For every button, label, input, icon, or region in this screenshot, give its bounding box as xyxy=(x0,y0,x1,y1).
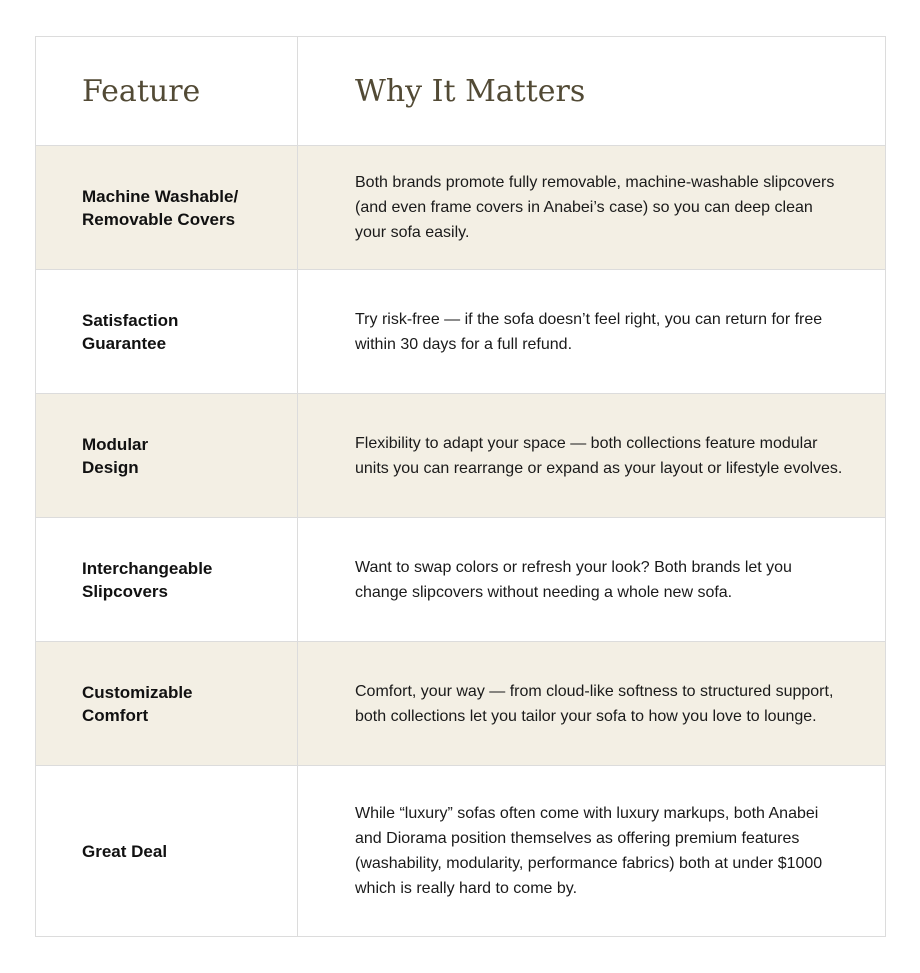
feature-cell xyxy=(36,394,298,518)
why-cell: Both brands promote fully removable, machine-washable slipcovers (and even frame covers in Anabei’s case) so you can deep clean your sofa easily. xyxy=(298,146,886,270)
feature-label-line: Great Deal xyxy=(82,841,168,861)
feature-label-line: Machine Washable/ xyxy=(82,186,239,206)
table-row xyxy=(36,518,886,642)
feature-label-line: Removable Covers xyxy=(82,209,236,229)
header-why-it-matters: Why It Matters xyxy=(298,37,886,146)
why-cell: Flexibility to adapt your space — both collections feature modular units you can rearrange or expand as your layout or lifestyle evolves. xyxy=(298,394,886,518)
why-cell: Want to swap colors or refresh your look? Both brands let you change slipcovers without needing a whole new sofa. xyxy=(298,518,886,642)
feature-label-line: Design xyxy=(82,457,139,477)
feature-cell xyxy=(36,766,298,937)
feature-cell xyxy=(36,146,298,270)
why-cell: Comfort, your way — from cloud-like softness to structured support, both collections let you tailor your sofa to how you love to lounge. xyxy=(298,642,886,766)
feature-cell xyxy=(36,642,298,766)
feature-cell xyxy=(36,270,298,394)
feature-label-line: Guarantee xyxy=(82,333,167,353)
why-cell: While “luxury” sofas often come with luxury markups, both Anabei and Diorama position themselves as offering premium features (washability, modularity, performance fabrics) both at under $1000 which is really hard to come by. xyxy=(298,766,886,937)
feature-label-line: Comfort xyxy=(82,705,149,725)
header-row xyxy=(36,37,886,146)
header-feature: Feature xyxy=(36,37,298,146)
table-row xyxy=(36,766,886,937)
table-row xyxy=(36,270,886,394)
why-cell: Try risk-free — if the sofa doesn’t feel right, you can return for free within 30 days for a full refund. xyxy=(298,270,886,394)
table-row xyxy=(36,642,886,766)
table-row xyxy=(36,146,886,270)
feature-comparison-table xyxy=(35,36,886,937)
feature-label-line: Customizable xyxy=(82,682,193,702)
feature-label-line: Interchangeable xyxy=(82,558,213,578)
feature-cell xyxy=(36,518,298,642)
feature-label-line: Satisfaction xyxy=(82,310,179,330)
table-row xyxy=(36,394,886,518)
feature-label-line: Slipcovers xyxy=(82,581,168,601)
feature-label-line: Modular xyxy=(82,434,149,454)
